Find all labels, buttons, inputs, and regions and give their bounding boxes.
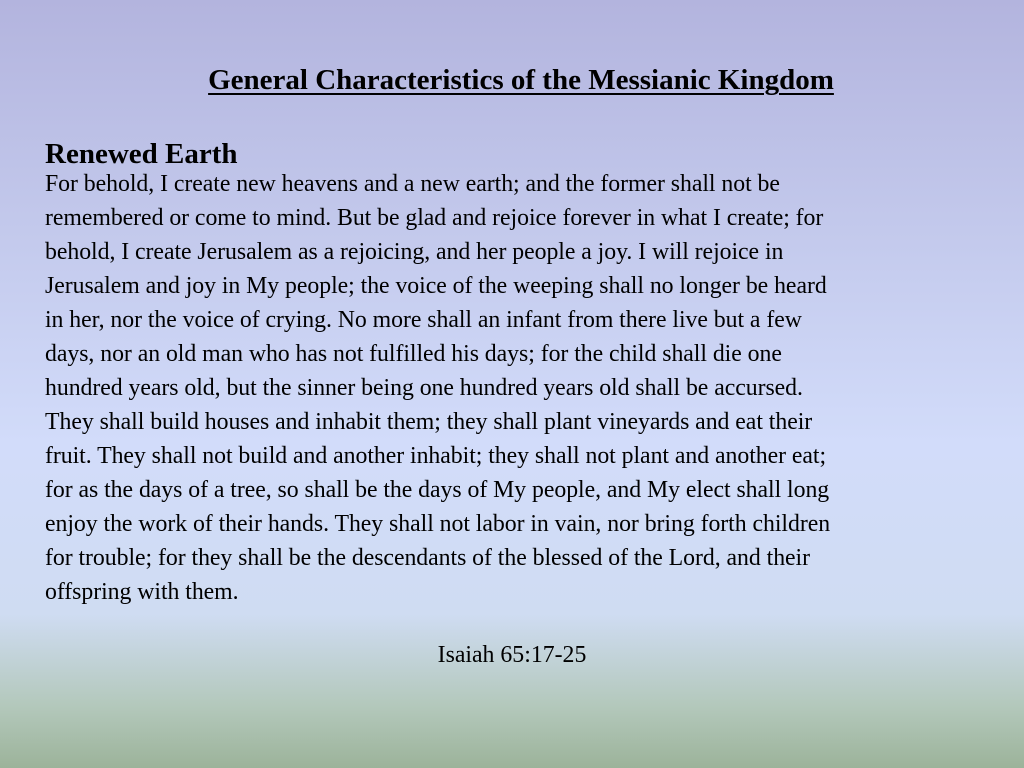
passage-line: in her, nor the voice of crying. No more shall an infant from there live but a few (45, 307, 802, 333)
passage-line: enjoy the work of their hands. They shall not labor in vain, nor bring forth children (45, 511, 831, 537)
passage-line: days, nor an old man who has not fulfilled his days; for the child shall die one (45, 341, 782, 367)
passage-line: Jerusalem and joy in My people; the voice of the weeping shall no longer be heard (45, 273, 827, 299)
section-heading: Renewed Earth (45, 138, 238, 171)
passage-line: hundred years old, but the sinner being one hundred years old shall be accursed. (45, 375, 803, 401)
passage-line: remembered or come to mind. But be glad and rejoice forever in what I create; for (45, 205, 824, 231)
passage-line: for trouble; for they shall be the descendants of the blessed of the Lord, and their (45, 545, 810, 571)
passage-line: offspring with them. (45, 579, 239, 605)
slide-title: General Characteristics of the Messianic Kingdom (208, 64, 834, 97)
scripture-citation: Isaiah 65:17-25 (437, 642, 587, 668)
scripture-passage (45, 167, 990, 609)
passage-line: fruit. They shall not build and another inhabit; they shall not plant and another eat; (45, 443, 827, 469)
passage-line: behold, I create Jerusalem as a rejoicing, and her people a joy. I will rejoice in (45, 239, 784, 265)
passage-line: They shall build houses and inhabit them; they shall plant vineyards and eat their (45, 409, 813, 435)
passage-line: For behold, I create new heavens and a new earth; and the former shall not be (45, 171, 780, 197)
passage-line: for as the days of a tree, so shall be the days of My people, and My elect shall long (45, 477, 830, 503)
